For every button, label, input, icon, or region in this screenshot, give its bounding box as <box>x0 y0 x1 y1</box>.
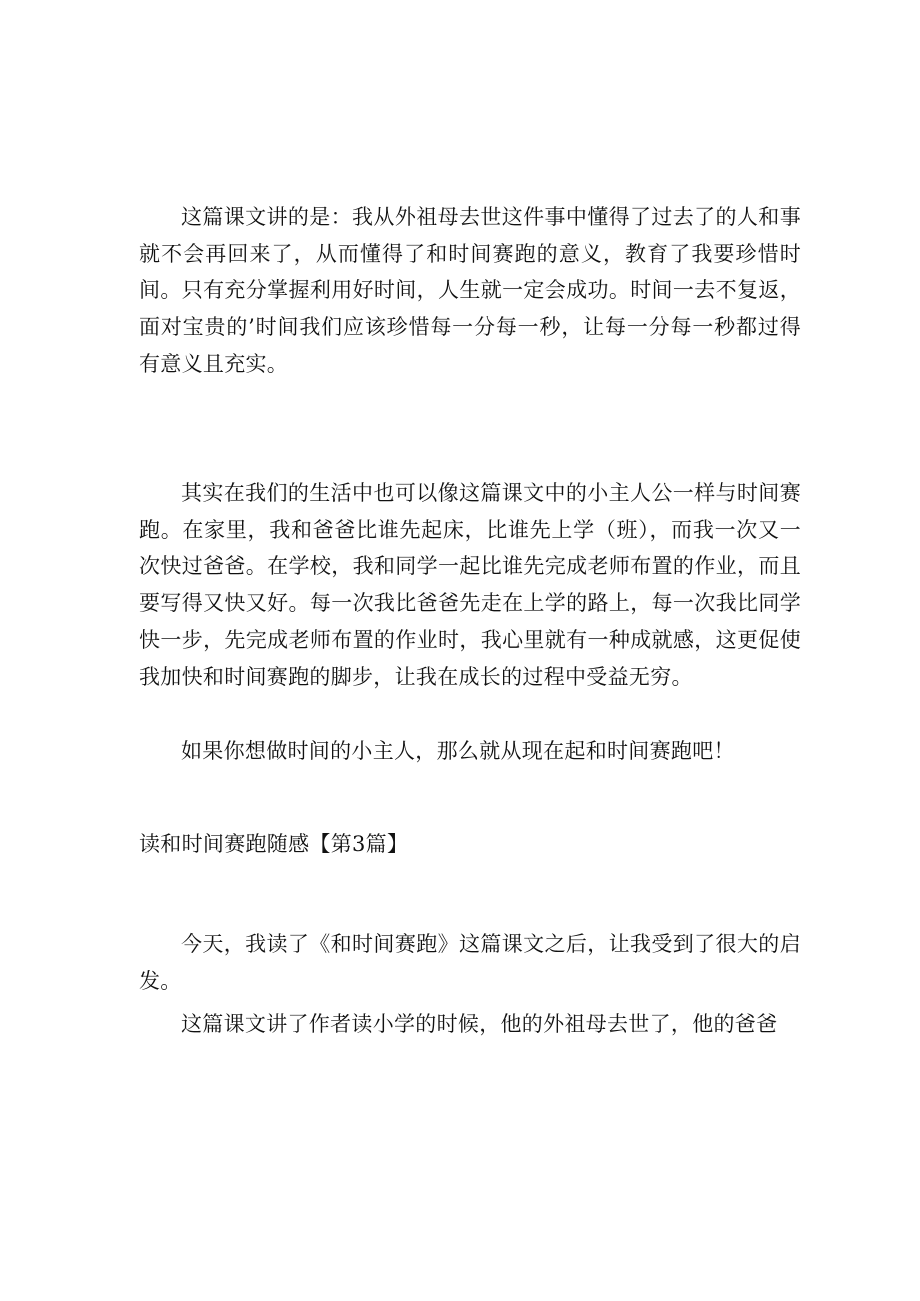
section-heading: 读和时间赛跑随感【第3篇】 <box>139 832 409 856</box>
body-paragraph: 如果你想做时间的小主人，那么就从现在起和时间赛跑吧！ <box>181 739 735 763</box>
body-paragraph: 这篇课文讲的是：我从外祖母去世这件事中懂得了过去了的人和事就不会再回来了，从而懂得了和时间赛跑的意义，教育了我要珍惜时间。只有充分掌握利用好时间，人生就一定会成功。时间一去不复返，面对宝贵的’时间我们应该珍惜每一分每一秒，让每一分每一秒都过得有意义且充实。 <box>139 205 801 376</box>
body-paragraph: 今天，我读了《和时间赛跑》这篇课文之后，让我受到了很大的启发。 <box>139 932 801 993</box>
body-paragraph: 其实在我们的生活中也可以像这篇课文中的小主人公一样与时间赛跑。在家里，我和爸爸比谁先起床，比谁先上学（班），而我一次又一次快过爸爸。在学校，我和同学一起比谁先完成老师布置的作业，而且要写得又快又好。每一次我比爸爸先走在上学的路上，每一次我比同学快一步，先完成老师布置的作业时，我心里就有一种成就感，这更促使我加快和时间赛跑的脚步，让我在成长的过程中受益无穷。 <box>139 481 801 689</box>
body-paragraph: 这篇课文讲了作者读小学的时候，他的外祖母去世了，他的爸爸 <box>181 1012 778 1036</box>
